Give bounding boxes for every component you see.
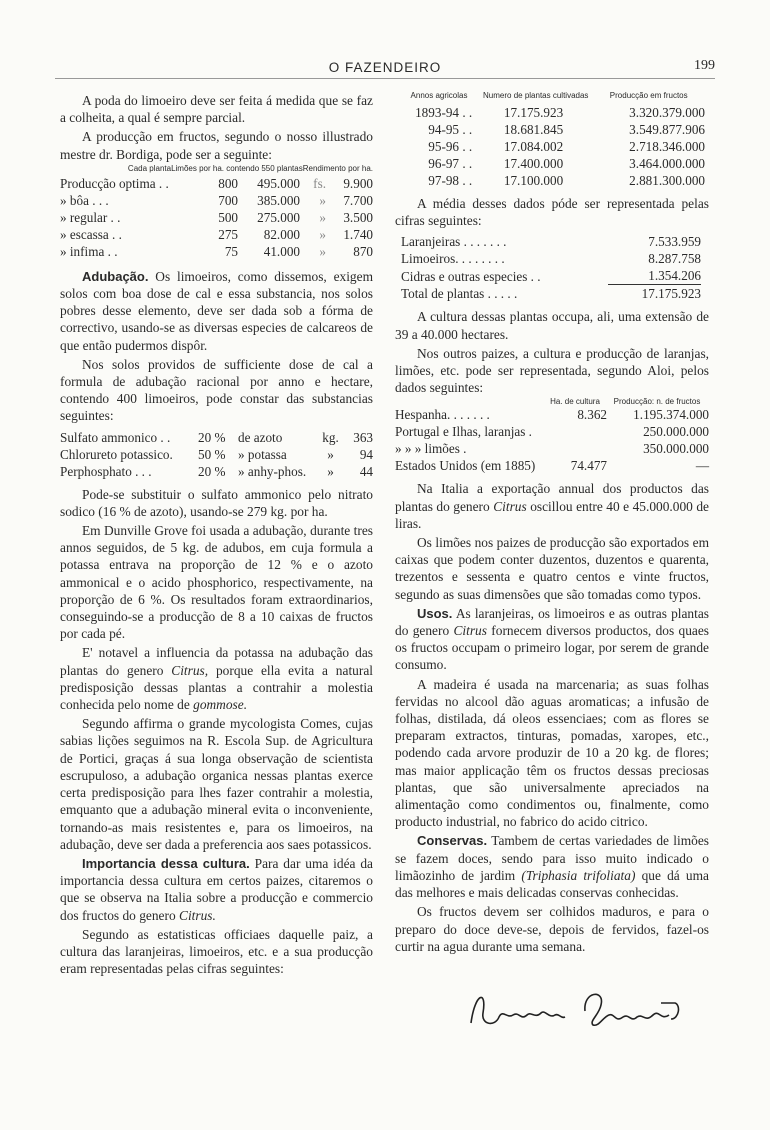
paragraph bbox=[60, 855, 373, 924]
other-countries-body bbox=[395, 406, 709, 474]
cell-per-hectare: 275.000 bbox=[257, 209, 300, 225]
total-row bbox=[401, 285, 701, 303]
agricultural-year: 94-95 . . bbox=[428, 122, 473, 137]
plants-cultivated: 17.084.002 bbox=[503, 139, 564, 154]
section-heading: Adubação. bbox=[82, 268, 149, 284]
column-header: Numero de plantas cultivadas bbox=[483, 91, 589, 100]
italic-term: gommose. bbox=[193, 697, 248, 713]
table-header-row bbox=[395, 398, 709, 406]
plants-cultivated: 18.681.845 bbox=[503, 122, 564, 137]
fruit-production: 2.881.300.000 bbox=[629, 173, 705, 188]
fertilizer-name: Chlorureto potassico. bbox=[60, 446, 173, 462]
agricultural-year: 96-97 . . bbox=[428, 156, 473, 171]
paragraph-text: porque ella evita a natural predisposição dessas plantas a contrahir a molestia conhecida pelo nome de bbox=[60, 662, 373, 713]
italic-term: (Triphasia trifoliata) bbox=[521, 867, 636, 883]
signature bbox=[465, 983, 709, 1037]
italy-stats-table bbox=[395, 92, 709, 100]
paragraph-text: oscillou entre 40 e 45.000.000 de liras. bbox=[395, 498, 709, 531]
average-table bbox=[401, 233, 701, 302]
column-header: Ha. de cultura bbox=[550, 397, 600, 407]
fertilizer-unit: kg. bbox=[322, 429, 339, 445]
paragraph-text: fornecem diversos productos, dos quaes os fructos occupam o primeiro logar, por serem de grande consumo. bbox=[395, 623, 709, 673]
plant-count: 7.533.959 bbox=[648, 234, 701, 250]
cell-per-hectare: 82.000 bbox=[263, 226, 300, 242]
page-header bbox=[55, 58, 715, 78]
page-number: 199 bbox=[694, 58, 715, 73]
paragraph: A média desses dados póde ser representada pelas cifras seguintes: bbox=[395, 196, 709, 229]
paragraph bbox=[60, 644, 373, 713]
plants-cultivated: 17.400.000 bbox=[503, 156, 564, 171]
cell-yield: 9.900 bbox=[343, 175, 373, 191]
fertilizer-kg: 363 bbox=[353, 429, 373, 445]
cell-currency: fs. bbox=[313, 175, 326, 191]
country: » » » limões . bbox=[395, 441, 467, 457]
fertilizer-element: de azoto bbox=[238, 429, 283, 445]
left-column bbox=[60, 92, 373, 979]
table-row bbox=[395, 138, 709, 155]
country: Hespanha. . . . . . . bbox=[395, 407, 490, 423]
column-header: Rendimento por ha. bbox=[302, 163, 373, 173]
fertilizer-percent: 20 % bbox=[198, 463, 226, 479]
italic-term: Citrus bbox=[493, 498, 527, 514]
fertilizer-percent: 50 % bbox=[198, 446, 226, 462]
row-label: Producção optima . . bbox=[60, 175, 169, 191]
row-label: » bôa . . . bbox=[60, 192, 109, 208]
paragraph: Segundo affirma o grande mycologista Comes, cujas sabias lições seguimos na R. Escola Sup. de Agricultura de Portici, graças á sua longa observação de scientista escrupuloso, a adubação organica nessas plantas exerce certa predisposição para lhes fazer contrahir a molestia, emquanto que a adubação mineral evita o inconveniente, tornando-as mais resistentes e, para os limoeiros, na adubação, deve ser dada a preferencia aos saes potassicos. bbox=[60, 716, 373, 852]
italic-term: Citrus, bbox=[171, 662, 209, 678]
fertilizer-kg: 94 bbox=[359, 446, 373, 462]
table-row bbox=[60, 463, 373, 480]
agricultural-year: 1893-94 . . bbox=[415, 105, 473, 120]
table-header-row bbox=[60, 165, 373, 173]
cell-per-plant: 500 bbox=[218, 209, 238, 225]
plant-count: 8.287.758 bbox=[648, 251, 701, 267]
header-rule bbox=[55, 78, 715, 79]
table-row bbox=[395, 440, 709, 457]
cell-yield: 870 bbox=[353, 243, 373, 259]
fertilizer-element: » potassa bbox=[238, 446, 287, 462]
cell-per-hectare: 495.000 bbox=[257, 175, 300, 191]
table-row bbox=[60, 429, 373, 446]
yield-table bbox=[60, 165, 373, 173]
paragraph-text: Os limoeiros, como dissemos, exigem solos com boa dose de cal e essa substancia, nos solos pobres desse elemento, deve ser dada sob a fórma de correctivo, usando-se as diversas especies de calcareos de que então pudermos dispôr. bbox=[60, 268, 373, 353]
row-label: » regular . . bbox=[60, 209, 121, 225]
fertilizer-percent: 20 % bbox=[198, 429, 226, 445]
italic-term: Citrus. bbox=[179, 907, 216, 923]
table-row bbox=[401, 233, 701, 250]
fruit-production: 2.718.346.000 bbox=[629, 139, 705, 154]
cell-per-plant: 75 bbox=[224, 243, 238, 259]
paragraph-text: que dá uma das melhores e mais delicadas conservas conhecidas. bbox=[395, 867, 709, 901]
row-label: » escassa . . bbox=[60, 226, 122, 242]
agricultural-year: 97-98 . . bbox=[428, 173, 473, 188]
hectares bbox=[555, 440, 607, 457]
country: Portugal e Ilhas, laranjas . bbox=[395, 424, 532, 440]
paragraph bbox=[395, 605, 709, 674]
table-header-row bbox=[395, 92, 709, 100]
section-heading: Conservas. bbox=[417, 833, 488, 849]
fruit-production: 3.464.000.000 bbox=[629, 156, 705, 171]
table-row bbox=[395, 121, 709, 138]
paragraph-text: As laranjeiras, os limoeiros e as outras plantas do genero bbox=[395, 605, 709, 639]
cell-per-hectare: 41.000 bbox=[263, 243, 300, 259]
plants-cultivated: 17.100.000 bbox=[503, 173, 564, 188]
fertilizer-name: Perphosphato . . . bbox=[60, 463, 152, 479]
fruit-production: 3.549.877.906 bbox=[629, 122, 705, 137]
fruit-count: 350.000.000 bbox=[643, 441, 709, 457]
paragraph-text: Na Italia a exportação annual dos productos das plantas do genero bbox=[395, 481, 709, 514]
paragraph: Os limões nos paizes de producção são exportados em caixas que podem conter duzentos, duzentos e quarenta, trezentos e sessenta e quatro centos e vinte fructos, segundo as suas dimensões que são tomadas como typos. bbox=[395, 535, 709, 602]
italy-stats-body bbox=[395, 104, 709, 189]
paragraph: Os fructos devem ser colhidos maduros, e para o preparo do doce deve-se, depois de fervidos, fazel-os curtir na agua durante uma semana. bbox=[395, 904, 709, 954]
cell-currency: » bbox=[319, 209, 326, 225]
fertilizer-kg: 44 bbox=[359, 463, 373, 479]
agricultural-year: 95-96 . . bbox=[428, 139, 473, 154]
table-row bbox=[60, 175, 373, 192]
journal-title: O FAZENDEIRO bbox=[328, 60, 442, 75]
fertilizer-unit: » bbox=[327, 446, 334, 462]
paragraph-text: Para dar uma idéa da importancia dessa cultura em certos paizes, citaremos o que se observa na Italia sobre a producção e commercio dos fructos do genero bbox=[60, 855, 373, 923]
fruit-count: — bbox=[695, 458, 709, 474]
plant-type: Limoeiros. . . . . . . . bbox=[401, 251, 505, 267]
country: Estados Unidos (em 1885) bbox=[395, 458, 536, 474]
table-row bbox=[60, 243, 373, 260]
hectares: 74.477 bbox=[570, 458, 607, 474]
total-label: Total de plantas . . . . . bbox=[401, 286, 518, 302]
hectares: 8.362 bbox=[577, 407, 607, 423]
table-row bbox=[395, 423, 709, 440]
table-row bbox=[401, 267, 701, 285]
column-header: Annos agricolas bbox=[410, 91, 468, 100]
cell-per-hectare: 385.000 bbox=[257, 192, 300, 208]
cell-per-plant: 700 bbox=[218, 192, 238, 208]
paragraph-text: E' notavel a influencia da potassa na adubação das plantas do genero bbox=[60, 645, 373, 678]
cell-currency: » bbox=[319, 226, 326, 242]
fertilizer-name: Sulfato ammonico . . bbox=[60, 429, 171, 445]
table-row bbox=[395, 172, 709, 189]
cell-yield: 1.740 bbox=[343, 226, 373, 242]
table-row bbox=[395, 155, 709, 172]
column-header: Cada planta bbox=[127, 163, 172, 173]
fruit-production: 3.320.379.000 bbox=[629, 105, 705, 120]
section-heading: Usos. bbox=[417, 605, 453, 621]
column-header: Limões por ha. contendo 550 plantas bbox=[171, 163, 303, 173]
fruit-count: 1.195.374.000 bbox=[633, 407, 709, 423]
italic-term: Citrus bbox=[453, 623, 487, 639]
column-header: Producção: n. de fructos bbox=[613, 397, 701, 407]
cell-yield: 7.700 bbox=[343, 192, 373, 208]
other-countries-table bbox=[395, 398, 709, 406]
fertilizer-unit: » bbox=[327, 463, 334, 479]
paragraph: A producção em fructos, segundo o nosso illustrado mestre dr. Bordiga, pode ser a seguinte: bbox=[60, 129, 373, 162]
table-row bbox=[395, 104, 709, 121]
table-row bbox=[60, 192, 373, 209]
hectares bbox=[555, 423, 607, 440]
paragraph bbox=[395, 832, 709, 901]
paragraph: Em Dunville Grove foi usada a adubação, durante tres annos seguidos, de 5 kg. de adubos, em cuja formula a potassa entrava na proporção de 12 % e o azoto ammonical e o acido phosphorico, respectivamente, na proporção de 6 %. Os resultados foram extraordinarios, conseguindo-se a producção de 8 a 10 caixas de fructos por cada pé. bbox=[60, 523, 373, 642]
right-column bbox=[395, 92, 709, 1037]
signature-drawing bbox=[465, 983, 695, 1033]
plant-count: 1.354.206 bbox=[608, 267, 701, 285]
fertilizer-element: » anhy-phos. bbox=[238, 463, 307, 479]
cell-per-plant: 800 bbox=[218, 175, 238, 191]
table-row bbox=[60, 446, 373, 463]
cell-currency: » bbox=[319, 192, 326, 208]
plant-type: Laranjeiras . . . . . . . bbox=[401, 234, 507, 250]
table-row bbox=[395, 457, 709, 474]
paragraph: A cultura dessas plantas occupa, ali, uma extensão de 39 a 40.000 hectares. bbox=[395, 309, 709, 342]
paragraph: Pode-se substituir o sulfato ammonico pelo nitrato sodico (16 % de azoto), usando-se 279 kg. por ha. bbox=[60, 486, 373, 519]
table-row bbox=[60, 226, 373, 243]
table-row bbox=[395, 406, 709, 423]
table-row bbox=[401, 250, 701, 267]
paragraph: A poda do limoeiro deve ser feita á medida que se faz a colheita, a qual é sempre parcial. bbox=[60, 93, 373, 126]
paragraph: A madeira é usada na marcenaria; as suas folhas fervidas no alcool dão aguas aromaticas; a infusão de folhas, distilada, dá oleos essenciaes; com as flores se preparam extractos, tinturas, pomadas, xaropes, etc., podendo cada arvore produzir de 10 a 20 kg. de flores; mas maior applicação têm os fructos dessas preciosas plantas, que são universalmente apreciados na alimentação como condimentos ou, finalmente, como producto industrial, no fabrico do acido citrico. bbox=[395, 676, 709, 830]
total-value: 17.175.923 bbox=[641, 286, 701, 302]
paragraph bbox=[395, 480, 709, 532]
section-heading: Importancia dessa cultura. bbox=[82, 855, 250, 871]
paragraph: Nos outros paizes, a cultura e producção de laranjas, limões, etc. pode ser representada, segundo Aloi, pelos dados seguintes: bbox=[395, 345, 709, 396]
cell-per-plant: 275 bbox=[218, 226, 238, 242]
column-header: Producção em fructos bbox=[609, 91, 688, 100]
plants-cultivated: 17.175.923 bbox=[503, 105, 564, 120]
fertilizer-table bbox=[60, 429, 373, 480]
paragraph: Segundo as estatisticas officiaes daquelle paiz, a cultura das laranjeiras, limoeiros, etc. e a sua producção eram representadas pelas cifras seguintes: bbox=[60, 926, 373, 977]
paragraph bbox=[60, 268, 373, 354]
fruit-count: 250.000.000 bbox=[643, 424, 709, 440]
yield-table-body bbox=[60, 175, 373, 260]
row-label: » infima . . bbox=[60, 243, 118, 259]
table-row bbox=[60, 209, 373, 226]
plant-type: Cidras e outras especies . . bbox=[401, 268, 541, 284]
cell-yield: 3.500 bbox=[343, 209, 373, 225]
paragraph-text: Tambem de certas variedades de limões se fazem doces, sendo para isso muito indicado o limãozinho de jardim bbox=[395, 833, 710, 883]
cell-currency: » bbox=[319, 243, 326, 259]
paragraph: Nos solos providos de sufficiente dose de cal a formula de adubação racional por anno e hectare, contendo 400 limoeiros, pode constar das substancias seguintes: bbox=[60, 356, 373, 424]
